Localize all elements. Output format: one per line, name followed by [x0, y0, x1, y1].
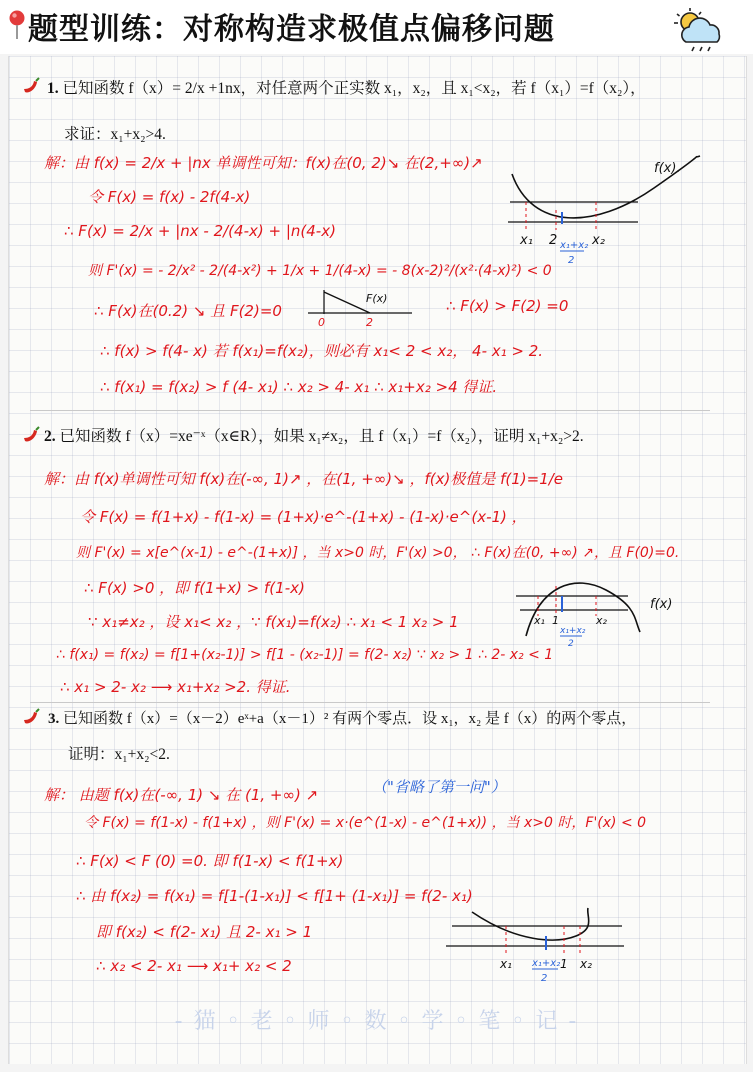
map-pin-icon: [6, 8, 28, 42]
x1-label: x₁: [534, 614, 545, 627]
origin-label: 0: [318, 316, 325, 329]
sym-bottom-label: 2: [568, 639, 574, 649]
problem-2-statement: [44, 424, 584, 446]
problem-1-statement: [47, 76, 646, 98]
two-label: 2: [366, 316, 373, 329]
sym-bottom-label: 2: [568, 255, 575, 266]
curve-label: f(x).: [654, 161, 681, 176]
sun-behind-rain-cloud-icon: [668, 6, 730, 54]
p2-solution-line: ∴ f(x₁) = f(x₂) = f[1+(x₂-1)] > f[1 - (x₂-1)] = f(2- x₂) ∵ x₂ > 1 ∴ 2- x₂ < 1: [56, 647, 554, 663]
p3-solution-line: ∴ F(x) < F (0) =0. 即 f(1-x) < f(1+x): [76, 852, 344, 870]
x1-label: x₁: [520, 233, 533, 248]
x2-label: x₂: [596, 614, 607, 627]
watermark: - 猫 ◦ 老 ◦ 师 ◦ 数 ◦ 学 ◦ 笔 ◦ 记 -: [174, 1009, 579, 1034]
p1-solution-line: ∴ f(x₁) = f(x₂) > f (4- x₁) ∴ x₂ > 4- x₁ ∴ x₁+x₂ >4 得证.: [100, 378, 498, 396]
one-label: 1: [552, 614, 559, 627]
p1-solution-line: 则 F'(x) = - 2/x² - 2/(4-x²) + 1/x + 1/(4-x) = - 8(x-2)²/(x²·(4-x)²) < 0: [88, 263, 552, 279]
problem-1-graph: [504, 152, 704, 270]
chili-pepper-icon: [22, 426, 42, 444]
divider: [30, 702, 710, 703]
p1-solution-line: ∴ F(x)在(0.2) ↘ 且 F(2)=0: [94, 302, 282, 320]
sym-top-label: x₁+x₂: [560, 626, 586, 636]
problem-3-prove: 证明：x₁+x₂<2.: [68, 746, 170, 763]
page-title: 题型训练：对称构造求极值点偏移问题: [28, 12, 555, 47]
p1-solution-line: 解：由 f(x) = 2/x + |nx 单调性可知：f(x)在(0, 2)↘ 在(2,+∞)↗: [44, 154, 483, 172]
page-header: [0, 0, 753, 54]
p1-solution-line: ∴ F(x) = 2/x + |nx - 2/(4-x) + |n(4-x): [64, 222, 336, 240]
p3-solution-line: 解： 由题 f(x)在(-∞, 1) ↘ 在 (1, +∞) ↗: [44, 786, 319, 804]
problem-1-F-graph: [308, 288, 412, 330]
one-label: 1: [560, 957, 568, 971]
p3-solution-line: 即 f(x₂) < f(2- x₁) 且 2- x₁ > 1: [96, 923, 313, 941]
F-curve-label: F(x): [366, 292, 388, 305]
problem-1-text: 已知函数 f（x）= 2/x +1nx，对任意两个正实数 x₁，x₂，且 x₁<x₂，若 f（x₁）=f（x₂），: [62, 80, 646, 97]
problem-3-number: 3.: [48, 711, 60, 727]
chili-pepper-icon: [22, 77, 42, 95]
problem-3-graph: [446, 906, 630, 986]
p2-solution-line: 令 F(x) = f(1+x) - f(1-x) = (1+x)·e^-(1+x) - (1-x)·e^(x-1) ，: [80, 508, 527, 526]
problem-3-text: 已知函数 f（x）=（x－2）eˣ+a（x－1）² 有两个零点．设 x₁，x₂ 是 f（x）的两个零点，: [63, 711, 637, 727]
problem-3-statement: [48, 707, 636, 728]
two-label: 2: [549, 233, 558, 248]
sym-bottom-label: 2: [541, 973, 548, 984]
sym-top-label: x₁+x₂: [560, 240, 589, 251]
problem-1-number: 1.: [47, 80, 59, 97]
x2-label: x₂: [592, 233, 605, 248]
divider: [30, 410, 710, 411]
p2-solution-line: 则 F'(x) = x[e^(x-1) - e^-(1+x)] ，当 x>0 时，F'(x) >0， ∴ F(x)在(0, +∞) ↗，且 F(0)=0.: [76, 545, 680, 561]
f-curve: [472, 908, 589, 940]
sym-top-label: x₁+x₂: [532, 958, 561, 969]
problem-2-graph: [516, 576, 680, 648]
p2-solution-line: ∵ x₁≠x₂ ，设 x₁< x₂ ，∵ f(x₁)=f(x₂) ∴ x₁ < 1 x₂ > 1: [88, 613, 459, 631]
p3-solution-line: 令 F(x) = f(1-x) - f(1+x) ，则 F'(x) = x·(e^(1-x) - e^(1+x)) ，当 x>0 时，F'(x) < 0: [84, 815, 647, 831]
p2-solution-line: 解：由 f(x)单调性可知 f(x)在(-∞, 1)↗ ，在(1, +∞)↘ ，f(x)极值是 f(1)=1/e: [44, 470, 564, 488]
p1-solution-line: ∴ f(x) > f(4- x) 若 f(x₁)=f(x₂)，则必有 x₁< 2 < x₂， 4- x₁ > 2.: [100, 342, 544, 360]
problem-1-prove: 求证：x₁+x₂>4.: [64, 126, 166, 143]
curve-label: f(x): [650, 597, 673, 612]
chili-pepper-icon: [22, 708, 42, 726]
p1-solution-line: 令 F(x) = f(x) - 2f(4-x): [88, 188, 251, 206]
problem-2-text: 已知函数 f（x）=xe⁻ˣ（x∈R），如果 x₁≠x₂，且 f（x₁）=f（x₂），证明 x₁+x₂>2.: [59, 428, 584, 445]
p3-note: （"省略了第一问"）: [372, 778, 506, 796]
problem-2-number: 2.: [44, 428, 56, 445]
p3-solution-line: ∴ 由 f(x₂) = f(x₁) = f[1-(1-x₁)] < f[1+ (1-x₁)] = f(2- x₁): [76, 887, 473, 905]
p2-solution-line: ∴ x₁ > 2- x₂ ⟶ x₁+x₂ >2. 得证.: [60, 678, 291, 696]
p1-solution-line: ∴ F(x) > F(2) =0: [446, 297, 569, 315]
p2-solution-line: ∴ F(x) >0 ，即 f(1+x) > f(1-x): [84, 579, 305, 597]
x1-label: x₁: [500, 957, 512, 971]
x2-label: x₂: [580, 957, 592, 971]
p3-solution-line: ∴ x₂ < 2- x₁ ⟶ x₁+ x₂ < 2: [96, 957, 292, 975]
